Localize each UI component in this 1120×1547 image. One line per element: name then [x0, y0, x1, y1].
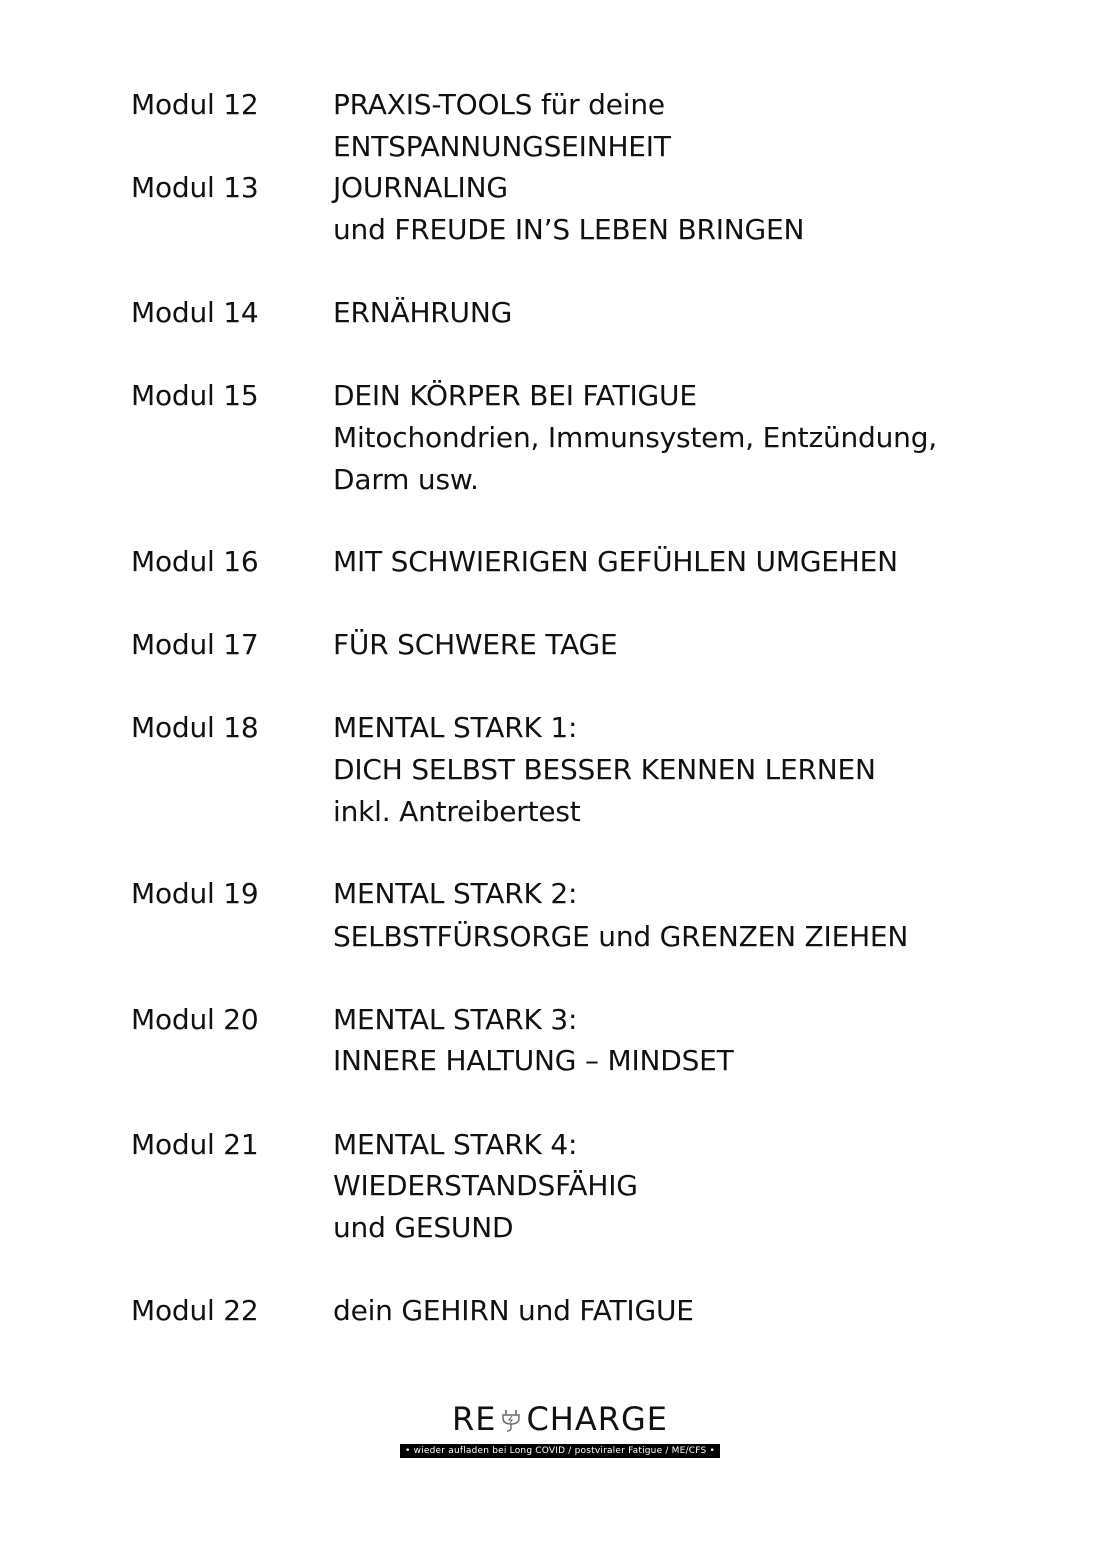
module-title-line: und GESUND — [333, 1211, 514, 1244]
module-label: Modul 21 — [131, 1128, 259, 1161]
logo-wordmark — [452, 1400, 668, 1438]
module-label: Modul 20 — [131, 1003, 259, 1036]
module-title-line: MENTAL STARK 4: — [333, 1128, 578, 1161]
module-label: Modul 13 — [131, 171, 259, 204]
module-label: Modul 16 — [131, 545, 259, 578]
module-title-line: MIT SCHWIERIGEN GEFÜHLEN UMGEHEN — [333, 545, 898, 578]
module-title-line: MENTAL STARK 1: — [333, 711, 578, 744]
module-title-line: MENTAL STARK 2: — [333, 877, 578, 910]
recharge-logo — [0, 1400, 1120, 1458]
module-label: Modul 18 — [131, 711, 259, 744]
module-title-line: INNERE HALTUNG – MINDSET — [333, 1044, 734, 1077]
module-label: Modul 22 — [131, 1294, 259, 1327]
plug-icon — [498, 1404, 524, 1434]
module-title-line: WIEDERSTANDSFÄHIG — [333, 1169, 638, 1202]
module-title-line: FÜR SCHWERE TAGE — [333, 628, 618, 661]
module-label: Modul 17 — [131, 628, 259, 661]
module-title-line: Mitochondrien, Immunsystem, Entzündung, — [333, 421, 937, 454]
module-title-line: DEIN KÖRPER BEI FATIGUE — [333, 379, 697, 412]
logo-text-re: RE — [452, 1400, 497, 1438]
module-title-line: SELBSTFÜRSORGE und GRENZEN ZIEHEN — [333, 920, 909, 953]
module-label: Modul 15 — [131, 379, 259, 412]
module-title-line: und FREUDE IN’S LEBEN BRINGEN — [333, 213, 805, 246]
module-title-line: inkl. Antreibertest — [333, 795, 581, 828]
module-label: Modul 12 — [131, 88, 259, 121]
module-title-line: ERNÄHRUNG — [333, 296, 513, 329]
logo-tagline: • wieder aufladen bei Long COVID / postviraler Fatigue / ME/CFS • — [400, 1444, 720, 1458]
module-title-line: ENTSPANNUNGSEINHEIT — [333, 130, 671, 163]
module-title-line: JOURNALING — [333, 171, 508, 204]
module-title-line: PRAXIS-TOOLS für deine — [333, 88, 665, 121]
module-title-line: dein GEHIRN und FATIGUE — [333, 1294, 694, 1327]
module-title-line: Darm usw. — [333, 463, 479, 496]
logo-text-charge: CHARGE — [526, 1400, 668, 1438]
module-label: Modul 19 — [131, 877, 259, 910]
module-title-line: MENTAL STARK 3: — [333, 1003, 578, 1036]
module-label: Modul 14 — [131, 296, 259, 329]
module-title-line: DICH SELBST BESSER KENNEN LERNEN — [333, 753, 876, 786]
